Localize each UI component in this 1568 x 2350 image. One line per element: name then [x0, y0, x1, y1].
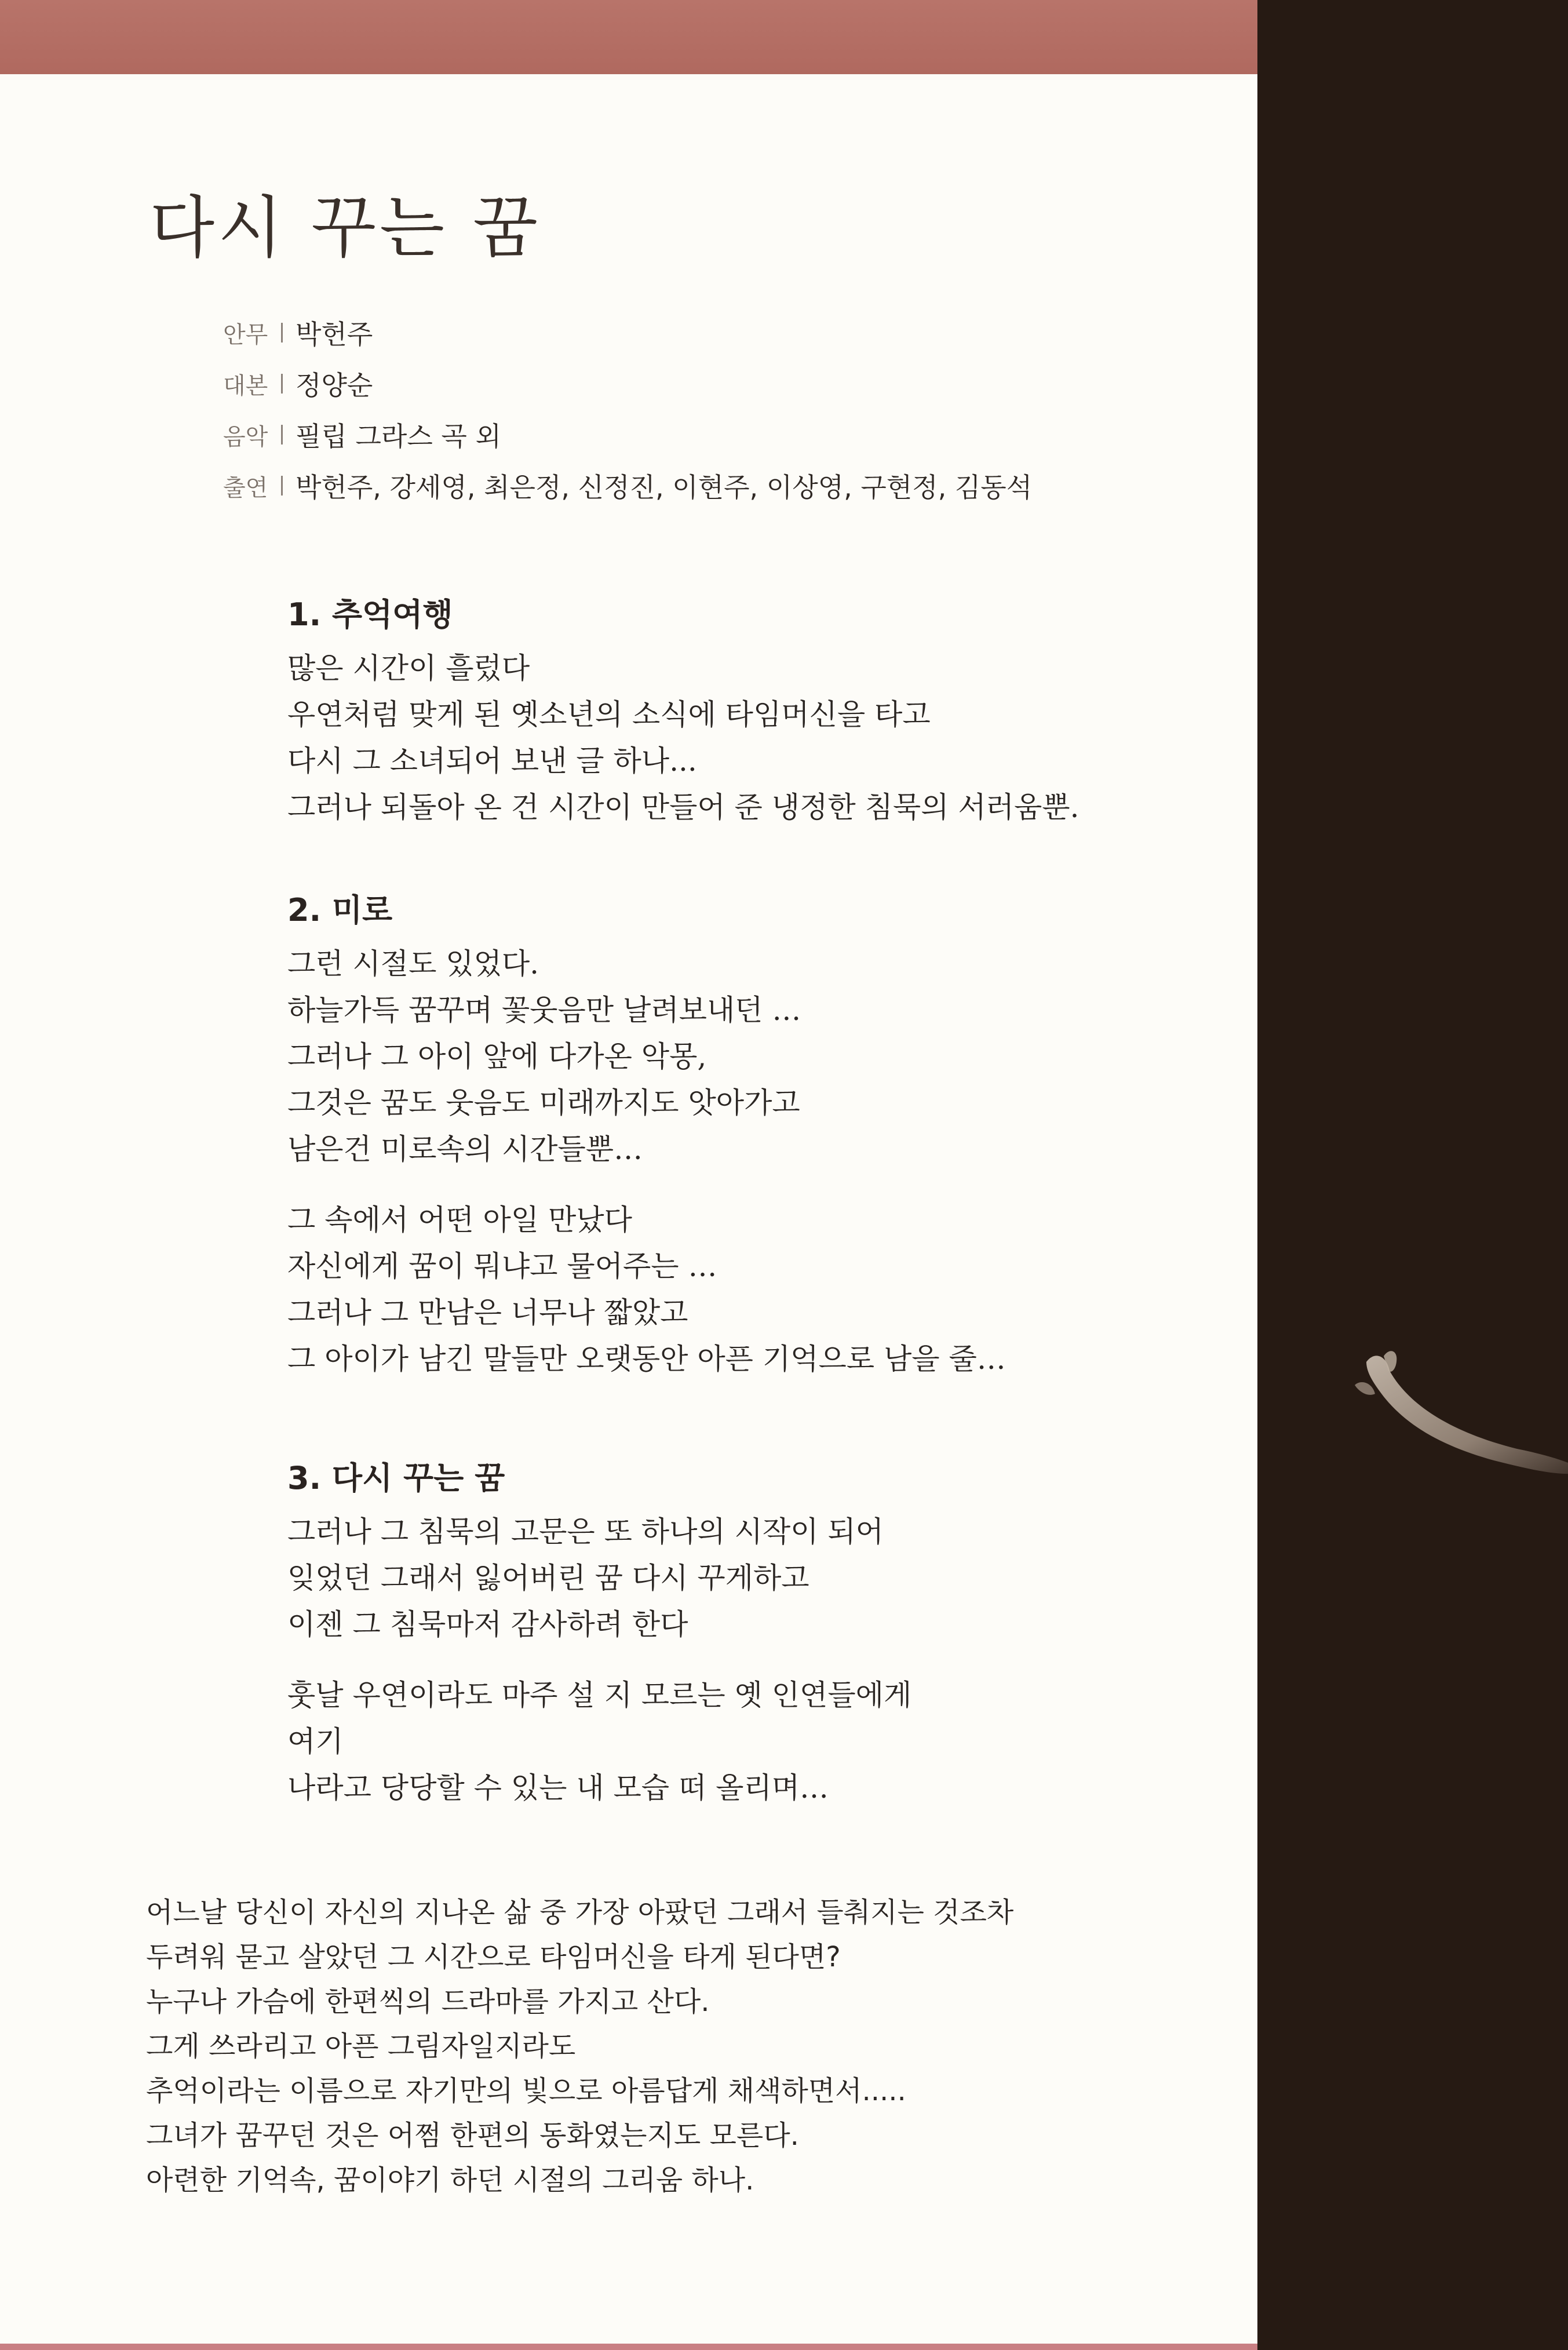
verse-line: 나라고 당당할 수 있는 내 모습 떠 올리며… — [287, 1771, 829, 1805]
verse-line: 자신에게 꿈이 뭐냐고 물어주는 … — [287, 1249, 717, 1283]
closing-paragraph — [146, 1890, 1013, 2203]
credit-label: 음악 — [223, 423, 268, 450]
verse-line: 많은 시간이 흘렀다 — [287, 651, 530, 685]
credit-row — [223, 409, 1032, 460]
credit-label: 대본 — [223, 372, 268, 399]
credit-row — [223, 460, 1032, 511]
photo-side-panel — [1257, 0, 1568, 2350]
section-memory-trip — [287, 590, 1079, 855]
section-maze — [287, 886, 1006, 1407]
credit-row — [223, 307, 1032, 358]
verse-line: 하늘가득 꿈꾸며 꽃웃음만 날려보내던 … — [287, 993, 801, 1027]
verse-line: 그것은 꿈도 웃음도 미래까지도 앗아가고 — [287, 1086, 800, 1120]
stanza — [287, 941, 1006, 1172]
credit-value: 박헌주, 강세영, 최은정, 신정진, 이현주, 이상영, 구현정, 김동석 — [296, 472, 1033, 503]
verse-line: 이젠 그 침묵마저 감사하려 한다 — [287, 1608, 688, 1641]
paragraph-line: 아련한 기억속, 꿈이야기 하던 시절의 그리움 하나. — [146, 2164, 754, 2196]
stanza — [287, 645, 1079, 830]
page-title: 다시 꾸는 꿈 — [149, 189, 542, 267]
top-color-bar — [0, 0, 1257, 74]
verse-line: 잊었던 그래서 잃어버린 꿈 다시 꾸게하고 — [287, 1561, 809, 1595]
credit-value: 박헌주 — [296, 319, 373, 350]
credits-list — [223, 307, 1032, 511]
credit-label: 안무 — [223, 321, 268, 348]
stanza — [287, 1509, 911, 1648]
verse-line: 그러나 그 침묵의 고문은 또 하나의 시작이 되어 — [287, 1515, 884, 1549]
paragraph-line: 두려워 묻고 살았던 그 시간으로 타임머신을 타게 된다면? — [146, 1941, 841, 1973]
verse-line: 남은건 미로속의 시간들뿐… — [287, 1132, 643, 1166]
section-heading: 3. 다시 꾸는 꿈 — [287, 1460, 505, 1496]
verse-line: 다시 그 소녀되어 보낸 글 하나... — [287, 744, 697, 778]
verse-line: 그러나 그 아이 앞에 다가온 악몽, — [287, 1040, 707, 1073]
paragraph-line: 그게 쓰라리고 아픈 그림자일지라도 — [146, 2030, 576, 2063]
verse-line: 여기 — [287, 1725, 344, 1758]
dancer-hand-image — [1343, 1339, 1568, 1513]
credit-row — [223, 358, 1032, 409]
verse-line: 그런 시절도 있었다. — [287, 947, 539, 981]
credit-separator — [281, 425, 283, 445]
paragraph-line: 추억이라는 이름으로 자기만의 빛으로 아름답게 채색하면서..... — [146, 2075, 906, 2107]
credit-separator — [281, 323, 283, 343]
credit-separator — [281, 374, 283, 394]
section-heading: 2. 미로 — [287, 892, 393, 928]
credit-value: 필립 그라스 곡 외 — [296, 421, 501, 452]
paragraph-line: 누구나 가슴에 한편씩의 드라마를 가지고 산다. — [146, 1985, 710, 2018]
credit-value: 정양순 — [296, 370, 373, 401]
verse-line: 그 아이가 남긴 말들만 오랫동안 아픈 기억으로 남을 줄… — [287, 1342, 1006, 1376]
credit-label: 출연 — [223, 474, 268, 501]
verse-line: 그러나 되돌아 온 건 시간이 만들어 준 냉정한 침묵의 서러움뿐. — [287, 790, 1080, 824]
paragraph-line: 어느날 당신이 자신의 지나온 삶 중 가장 아팠던 그래서 들춰지는 것조차 — [146, 1896, 1014, 1929]
credit-separator — [281, 476, 283, 495]
section-dream-again — [287, 1453, 911, 1835]
paragraph-line: 그녀가 꿈꾸던 것은 어쩜 한편의 동화였는지도 모른다. — [146, 2119, 799, 2152]
bottom-edge-line — [0, 2344, 1257, 2350]
section-heading: 1. 추억여행 — [287, 596, 453, 633]
verse-line: 우연처럼 맞게 된 옛소년의 소식에 타임머신을 타고 — [287, 698, 931, 731]
verse-line: 그러나 그 만남은 너무나 짧았고 — [287, 1296, 688, 1329]
stanza — [287, 1672, 911, 1811]
stanza — [287, 1197, 1006, 1382]
verse-line: 그 속에서 어떤 아일 만났다 — [287, 1203, 632, 1237]
verse-line: 훗날 우연이라도 마주 설 지 모르는 옛 인연들에게 — [287, 1678, 912, 1712]
